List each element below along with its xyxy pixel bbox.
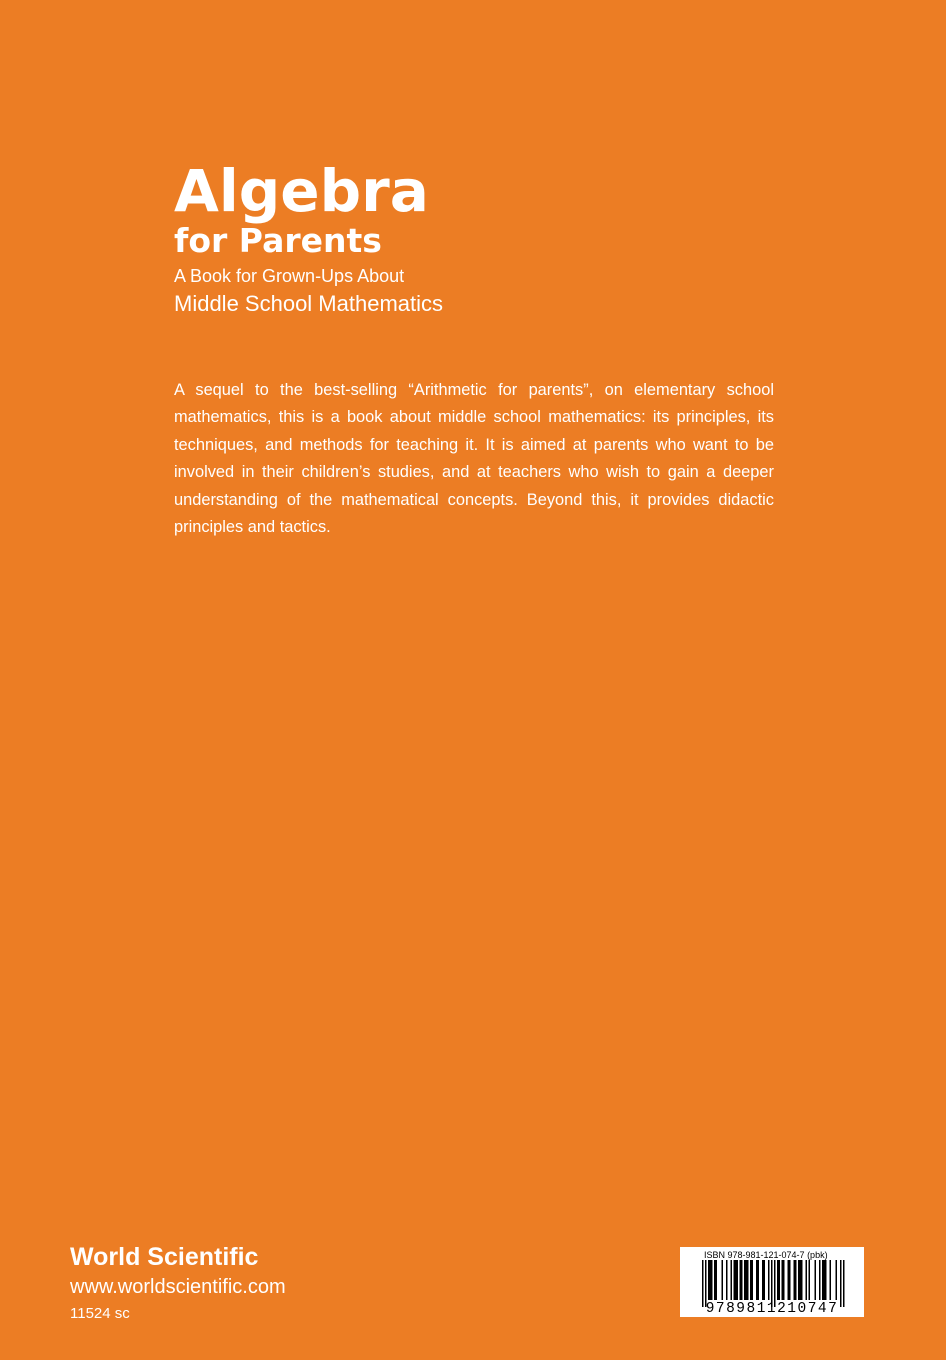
barcode-bar bbox=[702, 1260, 704, 1307]
barcode-bar bbox=[722, 1260, 724, 1300]
title-block bbox=[174, 158, 443, 318]
barcode-bar bbox=[711, 1260, 713, 1300]
barcode-bar bbox=[819, 1260, 821, 1300]
barcode-bar bbox=[824, 1260, 826, 1300]
barcode-bar bbox=[800, 1260, 802, 1300]
barcode-bar bbox=[731, 1260, 733, 1300]
book-title: Algebra bbox=[174, 157, 429, 225]
barcode-bar bbox=[779, 1260, 781, 1300]
barcode-bar bbox=[830, 1260, 832, 1300]
barcode-bar bbox=[744, 1260, 746, 1300]
barcode-bar bbox=[726, 1260, 728, 1300]
barcode-bar bbox=[782, 1260, 784, 1300]
barcode-bar bbox=[774, 1260, 776, 1307]
barcode-bar bbox=[768, 1260, 770, 1300]
barcode-bar bbox=[771, 1260, 773, 1307]
barcode-bar bbox=[783, 1260, 785, 1300]
book-subtitle-line2: Middle School Mathematics bbox=[174, 291, 444, 316]
barcode-bar bbox=[714, 1260, 716, 1300]
isbn-barcode bbox=[680, 1247, 864, 1317]
barcode-bar bbox=[716, 1260, 718, 1300]
barcode-bar bbox=[809, 1260, 811, 1300]
barcode-bar bbox=[741, 1260, 743, 1300]
publisher-name: World Scientific bbox=[70, 1243, 259, 1271]
barcode-bar bbox=[794, 1260, 796, 1300]
barcode-bar bbox=[752, 1260, 754, 1300]
publisher-url: www.worldscientific.com bbox=[70, 1276, 286, 1298]
barcode-bar bbox=[735, 1260, 737, 1300]
barcode-bar bbox=[762, 1260, 764, 1300]
barcode-bar bbox=[825, 1260, 827, 1300]
publisher-block bbox=[70, 1242, 286, 1325]
barcode-bar bbox=[708, 1260, 710, 1300]
barcode-bar bbox=[710, 1260, 712, 1300]
barcode-bar bbox=[843, 1260, 845, 1307]
barcode-digits: 9789811210747 bbox=[705, 1301, 839, 1317]
barcode-bar bbox=[758, 1260, 760, 1300]
book-title-secondary: for Parents bbox=[174, 221, 382, 260]
book-description: A sequel to the best-selling “Arithmetic for parents”, on elementary school mathematics, this is a book about middle school mathematics: its principles, its techniques, and methods for teaching it. It is aimed at parents who want to be involved in their children’s studies, and at teachers who wish to gain a deeper understanding of the mathematical concepts. Beyond this, it provides didactic principles and tactics. bbox=[174, 381, 774, 537]
barcode-bar bbox=[836, 1260, 838, 1300]
barcode-bar bbox=[840, 1260, 842, 1307]
barcode-bar bbox=[801, 1260, 803, 1300]
barcode-bar bbox=[789, 1260, 791, 1300]
barcode-bar bbox=[737, 1260, 739, 1300]
barcode-bar bbox=[822, 1260, 824, 1300]
barcode-bar bbox=[795, 1260, 797, 1300]
barcode-bar bbox=[815, 1260, 817, 1300]
barcode-bar bbox=[740, 1260, 742, 1300]
barcode-bar bbox=[746, 1260, 748, 1300]
barcode-bar bbox=[788, 1260, 790, 1300]
isbn-label: ISBN 978-981-121-074-7 (pbk) bbox=[704, 1250, 828, 1260]
barcode-bar bbox=[705, 1260, 707, 1307]
barcode-bar bbox=[798, 1260, 800, 1300]
barcode-bar bbox=[750, 1260, 752, 1300]
barcode-bar bbox=[756, 1260, 758, 1300]
publisher-code: 11524 sc bbox=[70, 1305, 130, 1322]
barcode-bar bbox=[806, 1260, 808, 1300]
barcode-bar bbox=[747, 1260, 749, 1300]
barcode-bar bbox=[734, 1260, 736, 1300]
barcode-bar bbox=[777, 1260, 779, 1300]
barcode-bar bbox=[764, 1260, 766, 1300]
book-subtitle-line1: A Book for Grown-Ups About bbox=[174, 266, 405, 286]
